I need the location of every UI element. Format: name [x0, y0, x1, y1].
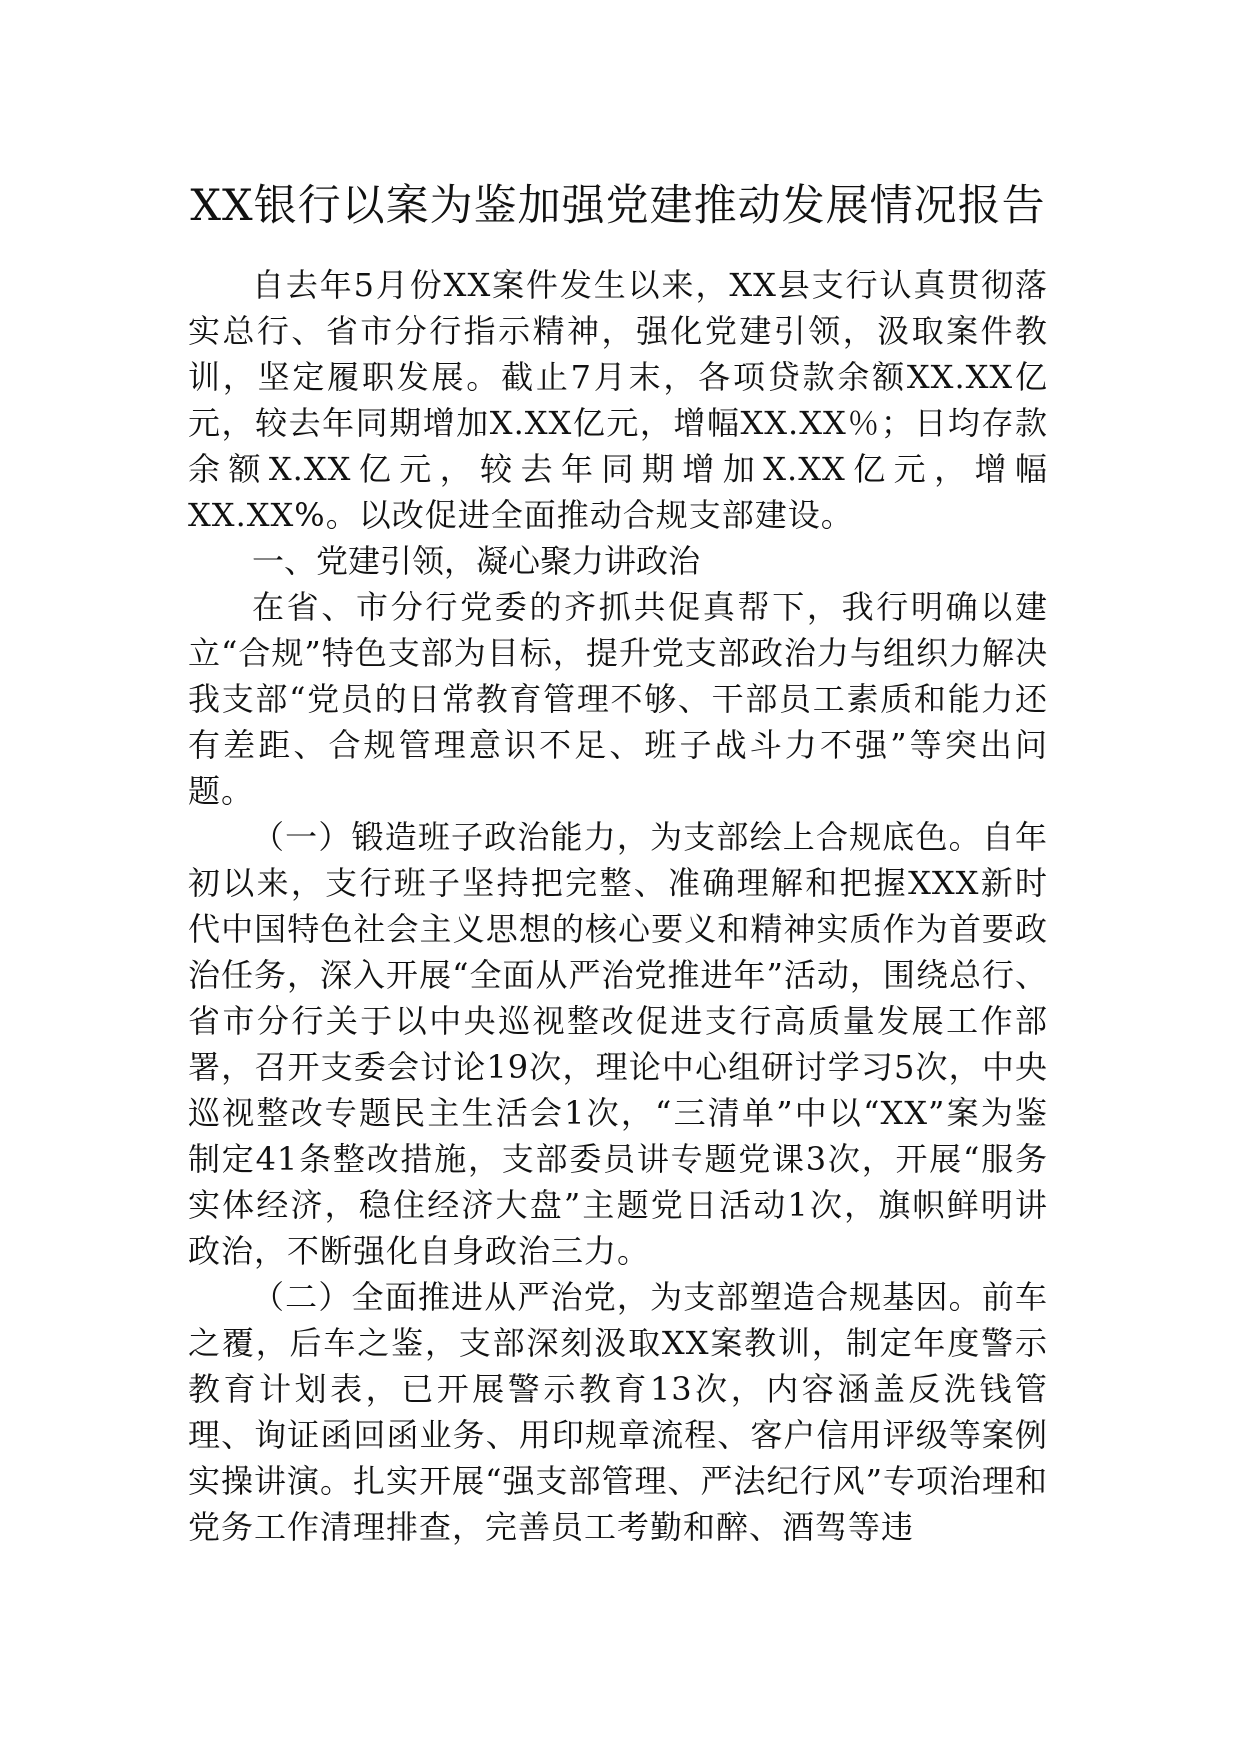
subsection-2-paragraph: （二）全面推进从严治党，为支部塑造合规基因。前车之覆，后车之鉴，支部深刻汲取XX案教训，制定年度警示教育计划表，已开展警示教育13次，内容涵盖反洗钱管理、询证函回函业务、用印规章流程、客户信用评级等案例实操讲演。扎实开展“强支部管理、严法纪行风”专项治理和党务工作清理排查，完善员工考勤和醉、酒驾等违: [188, 1278, 1048, 1546]
document-title: XX银行以案为鉴加强党建推动发展情况报告: [190, 181, 1046, 231]
section-paragraph: 在省、市分行党委的齐抓共促真帮下，我行明确以建立“合规”特色支部为目标，提升党支部政治力与组织力解决我支部“党员的日常教育管理不够、干部员工素质和能力还有差距、合规管理意识不足、班子战斗力不强”等突出问题。: [188, 588, 1048, 810]
section-heading: 一、党建引领，凝心聚力讲政治: [252, 542, 701, 580]
subsection-1-paragraph: （一）锻造班子政治能力，为支部绘上合规底色。自年初以来，支行班子坚持把完整、准确理解和把握XXX新时代中国特色社会主义思想的核心要义和精神实质作为首要政治任务，深入开展“全面从严治党推进年”活动，围绕总行、省市分行关于以中央巡视整改促进支行高质量发展工作部署，召开支委会讨论19次，理论中心组研讨学习5次，中央巡视整改专题民主生活会1次，“三清单”中以“XX”案为鉴制定41条整改措施，支部委员讲专题党课3次，开展“服务实体经济，稳住经济大盘”主题党日活动1次，旗帜鲜明讲政治，不断强化自身政治三力。: [188, 818, 1048, 1270]
document-page: [188, 160, 1048, 1550]
intro-paragraph: 自去年5月份XX案件发生以来，XX县支行认真贯彻落实总行、省市分行指示精神，强化党建引领，汲取案件教训，坚定履职发展。截止7月末，各项贷款余额XX.XX亿元，较去年同期增加X.XX亿元，增幅XX.XX％；日均存款余额X.XX亿元，较去年同期增加X.XX亿元，增幅XX.XX%。以改促进全面推动合规支部建设。: [188, 266, 1048, 534]
document-body: [188, 262, 1048, 1550]
